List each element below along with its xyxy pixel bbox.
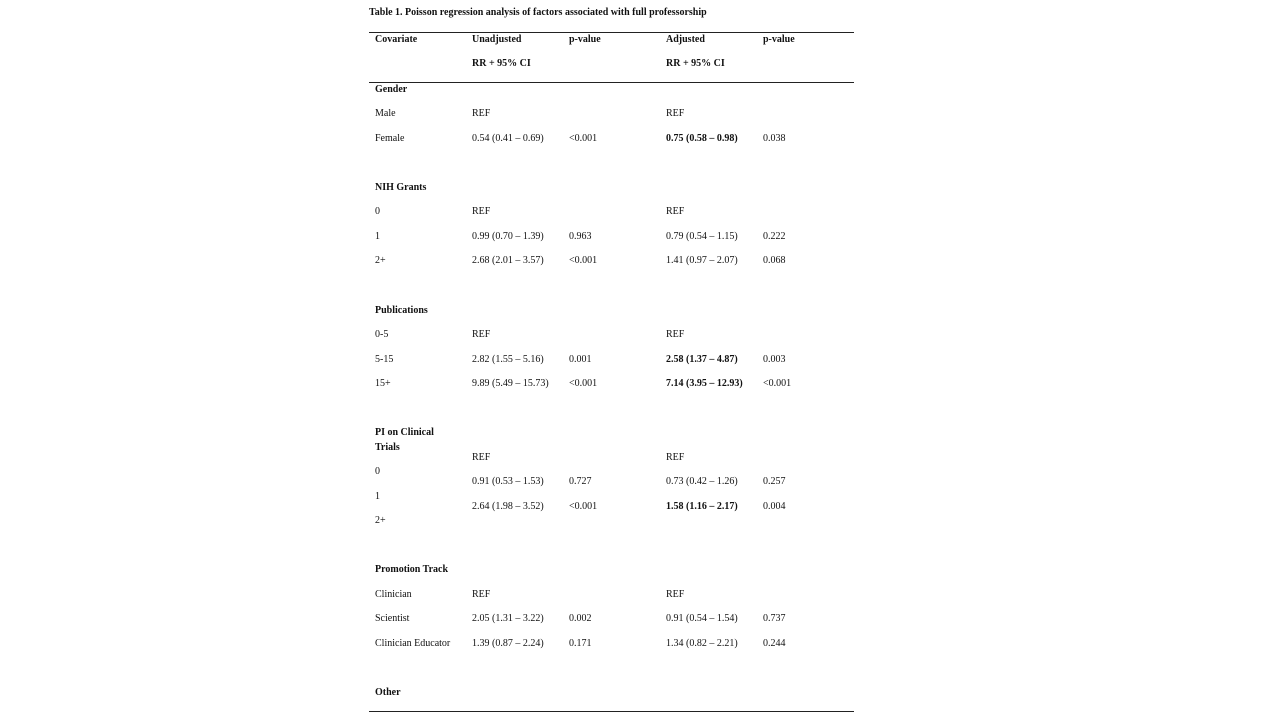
section-gender: Gender: [375, 84, 408, 95]
cell-nih-1-unadjusted: 0.99 (0.70 – 1.39): [472, 231, 544, 242]
header-pvalue-unadjusted: p-value: [569, 34, 601, 45]
cell-scientist-adjusted: 0.91 (0.54 – 1.54): [666, 613, 738, 624]
cell-pubs-1-pvalue-unadjusted: 0.001: [569, 354, 592, 365]
cell-clinician-unadjusted: REF: [472, 589, 491, 600]
cell-pubs-0-unadjusted: REF: [472, 329, 491, 340]
cell-scientist-unadjusted: 2.05 (1.31 – 3.22): [472, 613, 544, 624]
cell-pi-1-pvalue-unadjusted: 0.727: [569, 476, 592, 487]
cell-pubs-2-pvalue-adjusted: <0.001: [763, 378, 792, 389]
cell-pi-2-pvalue-unadjusted: <0.001: [569, 501, 598, 512]
cell-clinician-educator-adjusted: 1.34 (0.82 – 2.21): [666, 638, 738, 649]
cell-nih-1-pvalue-adjusted: 0.222: [763, 231, 786, 242]
section-other: Other: [375, 687, 401, 698]
row-label-nih-0: 0: [375, 206, 380, 217]
row-label-pubs-0: 0-5: [375, 329, 389, 340]
cell-clinician-educator-unadjusted: 1.39 (0.87 – 2.24): [472, 638, 544, 649]
cell-pubs-1-unadjusted: 2.82 (1.55 – 5.16): [472, 354, 544, 365]
cell-male-adjusted: REF: [666, 108, 685, 119]
header-adjusted-sub: RR + 95% CI: [666, 58, 725, 69]
cell-nih-0-adjusted: REF: [666, 206, 685, 217]
cell-nih-0-unadjusted: REF: [472, 206, 491, 217]
row-label-pi-0: 0: [375, 466, 380, 477]
cell-pubs-2-adjusted: 7.14 (3.95 – 12.93): [666, 378, 743, 389]
row-label-female: Female: [375, 133, 405, 144]
header-unadjusted-sub: RR + 95% CI: [472, 58, 531, 69]
cell-clinician-educator-pvalue-adjusted: 0.244: [763, 638, 786, 649]
cell-scientist-pvalue-unadjusted: 0.002: [569, 613, 592, 624]
cell-pubs-2-pvalue-unadjusted: <0.001: [569, 378, 598, 389]
cell-nih-2-adjusted: 1.41 (0.97 – 2.07): [666, 255, 738, 266]
row-label-clinician: Clinician: [375, 589, 412, 600]
cell-pi-2-unadjusted: 2.64 (1.98 – 3.52): [472, 501, 544, 512]
section-pi-clinical-trials-line2: Trials: [375, 442, 400, 453]
cell-pi-0-adjusted: REF: [666, 452, 685, 463]
row-label-pubs-1: 5-15: [375, 354, 394, 365]
header-adjusted: Adjusted: [666, 34, 705, 45]
section-nih-grants: NIH Grants: [375, 182, 427, 193]
table-bottom-rule: [369, 711, 854, 712]
cell-nih-2-pvalue-adjusted: 0.068: [763, 255, 786, 266]
cell-pi-1-pvalue-adjusted: 0.257: [763, 476, 786, 487]
cell-pi-1-unadjusted: 0.91 (0.53 – 1.53): [472, 476, 544, 487]
cell-nih-2-unadjusted: 2.68 (2.01 – 3.57): [472, 255, 544, 266]
cell-nih-1-adjusted: 0.79 (0.54 – 1.15): [666, 231, 738, 242]
cell-male-unadjusted: REF: [472, 108, 491, 119]
table-top-rule: [369, 32, 854, 33]
row-label-nih-1: 1: [375, 231, 380, 242]
table-title: Table 1. Poisson regression analysis of factors associated with full professorship: [369, 7, 707, 18]
header-bottom-rule: [369, 82, 854, 83]
row-label-male: Male: [375, 108, 396, 119]
cell-pubs-0-adjusted: REF: [666, 329, 685, 340]
header-unadjusted: Unadjusted: [472, 34, 522, 45]
row-label-pi-1: 1: [375, 491, 380, 502]
cell-nih-1-pvalue-unadjusted: 0.963: [569, 231, 592, 242]
section-promotion-track: Promotion Track: [375, 564, 449, 575]
cell-pi-2-adjusted: 1.58 (1.16 – 2.17): [666, 501, 738, 512]
cell-pi-1-adjusted: 0.73 (0.42 – 1.26): [666, 476, 738, 487]
row-label-scientist: Scientist: [375, 613, 410, 624]
cell-pubs-1-adjusted: 2.58 (1.37 – 4.87): [666, 354, 738, 365]
cell-female-adjusted: 0.75 (0.58 – 0.98): [666, 133, 738, 144]
cell-female-pvalue-adjusted: 0.038: [763, 133, 786, 144]
cell-clinician-educator-pvalue-unadjusted: 0.171: [569, 638, 592, 649]
cell-pubs-1-pvalue-adjusted: 0.003: [763, 354, 786, 365]
row-label-pubs-2: 15+: [375, 378, 391, 389]
header-pvalue-adjusted: p-value: [763, 34, 795, 45]
cell-pi-2-pvalue-adjusted: 0.004: [763, 501, 786, 512]
row-label-clinician-educator: Clinician Educator: [375, 638, 451, 649]
cell-scientist-pvalue-adjusted: 0.737: [763, 613, 786, 624]
cell-female-unadjusted: 0.54 (0.41 – 0.69): [472, 133, 544, 144]
header-covariate: Covariate: [375, 34, 418, 45]
cell-clinician-adjusted: REF: [666, 589, 685, 600]
cell-female-pvalue-unadjusted: <0.001: [569, 133, 598, 144]
cell-pubs-2-unadjusted: 9.89 (5.49 – 15.73): [472, 378, 549, 389]
row-label-nih-2: 2+: [375, 255, 386, 266]
section-pi-clinical-trials-line1: PI on Clinical: [375, 427, 434, 438]
cell-pi-0-unadjusted: REF: [472, 452, 491, 463]
cell-nih-2-pvalue-unadjusted: <0.001: [569, 255, 598, 266]
section-publications: Publications: [375, 305, 428, 316]
row-label-pi-2: 2+: [375, 515, 386, 526]
